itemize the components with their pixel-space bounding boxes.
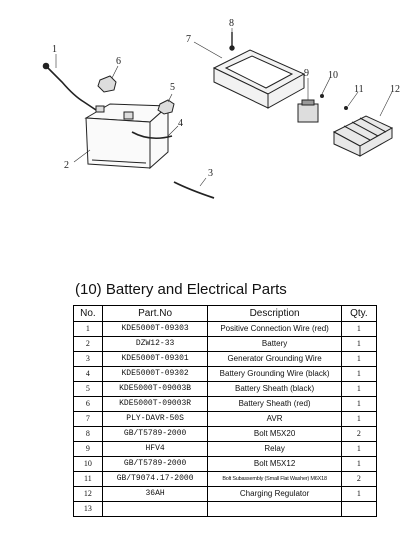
- row-no: 4: [74, 367, 103, 382]
- battery-drawing: [86, 104, 168, 168]
- row-description: Battery Sheath (black): [208, 382, 341, 397]
- callout-11: 11: [354, 84, 364, 95]
- row-qty: 1: [341, 382, 376, 397]
- table-header-row: [74, 306, 377, 322]
- table-row: [74, 502, 377, 517]
- row-qty: 1: [341, 442, 376, 457]
- row-qty: 2: [341, 472, 376, 487]
- row-description: Bolt M5X12: [208, 457, 341, 472]
- row-no: 12: [74, 487, 103, 502]
- row-part-no: DZW12-33: [102, 337, 208, 352]
- parts-table: [73, 305, 377, 517]
- row-qty: 1: [341, 457, 376, 472]
- row-no: 10: [74, 457, 103, 472]
- callout-7: 7: [186, 34, 191, 45]
- row-description: Battery Sheath (red): [208, 397, 341, 412]
- charging-regulator-drawing: [334, 116, 392, 156]
- row-no: 1: [74, 322, 103, 337]
- header-no: No.: [74, 306, 103, 322]
- row-part-no: KDE5000T-09003R: [102, 397, 208, 412]
- row-qty: 2: [341, 427, 376, 442]
- row-no: 13: [74, 502, 103, 517]
- row-no: 3: [74, 352, 103, 367]
- positive-wire-drawing: [44, 64, 97, 111]
- table-row: [74, 472, 377, 487]
- row-description: Charging Regulator: [208, 487, 341, 502]
- row-part-no: 36AH: [102, 487, 208, 502]
- exploded-parts-diagram: [0, 0, 406, 270]
- row-description: Bolt M5X20: [208, 427, 341, 442]
- row-qty: 1: [341, 352, 376, 367]
- table-row: [74, 427, 377, 442]
- row-no: 5: [74, 382, 103, 397]
- row-qty: 1: [341, 337, 376, 352]
- row-description: Positive Connection Wire (red): [208, 322, 341, 337]
- callout-1: 1: [52, 44, 57, 55]
- row-no: 11: [74, 472, 103, 487]
- header-description: Description: [208, 306, 341, 322]
- callout-4: 4: [178, 118, 183, 129]
- bolt-subassembly-drawing: [344, 106, 348, 110]
- callout-5: 5: [170, 82, 175, 93]
- header-part-no: Part.No: [102, 306, 208, 322]
- table-row: [74, 397, 377, 412]
- generator-grounding-wire-drawing: [174, 182, 214, 198]
- row-description: Battery: [208, 337, 341, 352]
- row-part-no: KDE5000T-09302: [102, 367, 208, 382]
- table-row: [74, 412, 377, 427]
- row-no: 9: [74, 442, 103, 457]
- row-no: 7: [74, 412, 103, 427]
- table-row: [74, 382, 377, 397]
- relay-drawing: [298, 100, 318, 122]
- row-qty: 1: [341, 322, 376, 337]
- row-qty: 1: [341, 487, 376, 502]
- table-row: [74, 352, 377, 367]
- row-part-no: [102, 502, 208, 517]
- table-row: [74, 322, 377, 337]
- row-no: 8: [74, 427, 103, 442]
- row-qty: 1: [341, 397, 376, 412]
- bolt-m5x20-drawing: [230, 32, 234, 50]
- callout-6: 6: [116, 56, 121, 67]
- bolt-m5x12-drawing: [320, 94, 324, 98]
- row-description: Relay: [208, 442, 341, 457]
- row-part-no: KDE5000T-09301: [102, 352, 208, 367]
- avr-drawing: [214, 50, 304, 108]
- row-description: Generator Grounding Wire: [208, 352, 341, 367]
- row-no: 6: [74, 397, 103, 412]
- row-part-no: KDE5000T-09303: [102, 322, 208, 337]
- row-part-no: GB/T5789-2000: [102, 427, 208, 442]
- callout-8: 8: [229, 18, 234, 29]
- section-title: (10) Battery and Electrical Parts: [75, 281, 287, 298]
- table-row: [74, 367, 377, 382]
- callout-10: 10: [328, 70, 338, 81]
- row-description: AVR: [208, 412, 341, 427]
- row-part-no: GB/T9074.17-2000: [102, 472, 208, 487]
- row-qty: [341, 502, 376, 517]
- table-row: [74, 337, 377, 352]
- row-part-no: PLY-DAVR-50S: [102, 412, 208, 427]
- row-part-no: GB/T5789-2000: [102, 457, 208, 472]
- row-part-no: KDE5000T-09003B: [102, 382, 208, 397]
- row-qty: 1: [341, 412, 376, 427]
- table-row: [74, 487, 377, 502]
- callout-3: 3: [208, 168, 213, 179]
- row-description: [208, 502, 341, 517]
- callout-12: 12: [390, 84, 400, 95]
- row-qty: 1: [341, 367, 376, 382]
- row-description: Battery Grounding Wire (black): [208, 367, 341, 382]
- callout-2: 2: [64, 160, 69, 171]
- row-no: 2: [74, 337, 103, 352]
- row-part-no: HFV4: [102, 442, 208, 457]
- table-row: [74, 442, 377, 457]
- row-description: Bolt Subassembly (Small Flat Washer) M6X18: [208, 472, 341, 487]
- header-qty: Qty.: [341, 306, 376, 322]
- table-row: [74, 457, 377, 472]
- callout-9: 9: [304, 68, 309, 79]
